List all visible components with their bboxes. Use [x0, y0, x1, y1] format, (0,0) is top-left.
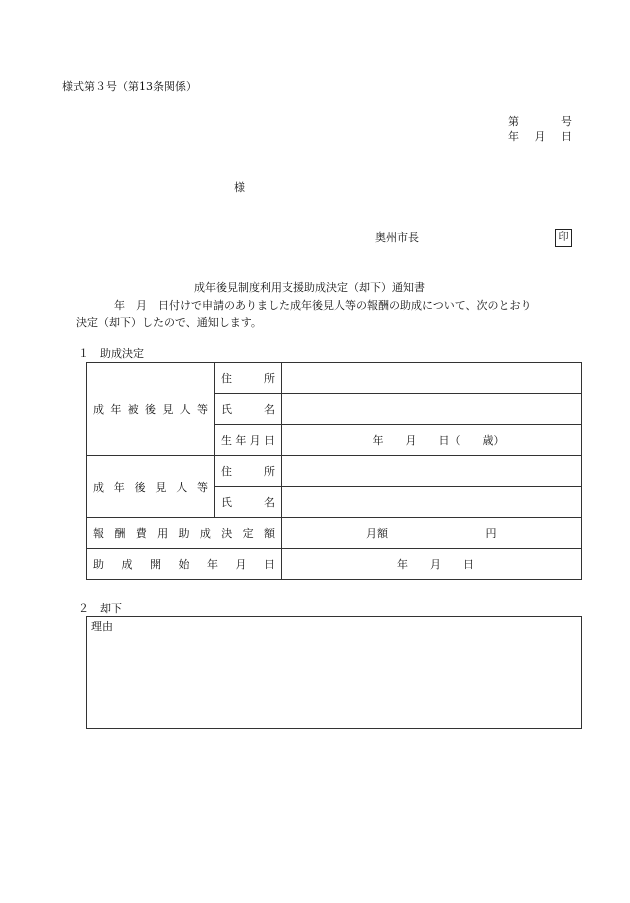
document-title: 成年後見制度利用支援助成決定（却下）通知書: [194, 281, 425, 294]
ward-birthdate-label: 生年月日: [215, 425, 282, 456]
reason-label: 理由: [91, 620, 113, 633]
ward-group-label: 成年被後見人等: [87, 363, 215, 456]
start-date-label: 助成開始年月日: [87, 549, 282, 580]
rejection-reason-box: [86, 616, 582, 729]
document-number-block: [508, 114, 572, 144]
ward-birthdate-value: 年 月 日（ 歳）: [282, 425, 582, 456]
fee-value: [282, 518, 582, 549]
guardian-group-label: 成年後見人等: [87, 456, 215, 518]
guardian-name-label: 氏 名: [215, 487, 282, 518]
table-row: [87, 456, 582, 487]
section1-heading: １ 助成決定: [78, 347, 144, 360]
issuer-title: 奥州市長: [375, 231, 419, 244]
body-line-2: 決定（却下）したので、通知します。: [76, 316, 262, 329]
section2-heading: ２ 却下: [78, 602, 122, 615]
ward-name-label: 氏 名: [215, 394, 282, 425]
date-day: 日: [561, 130, 572, 143]
date-month: 月: [534, 130, 546, 143]
number-dai: 第: [508, 115, 519, 128]
table-row: [87, 518, 582, 549]
number-gou: 号: [561, 115, 572, 128]
seal-mark: 印: [555, 229, 572, 247]
fee-prefix: 月額: [366, 527, 388, 540]
table-row: [87, 363, 582, 394]
date-year: 年: [508, 130, 519, 143]
guardian-address-value: [282, 456, 582, 487]
decision-table: [86, 362, 582, 580]
ward-name-value: [282, 394, 582, 425]
table-row: [87, 549, 582, 580]
body-line-1: 年 月 日付けで申請のありました成年後見人等の報酬の助成について、次のとおり: [114, 299, 532, 312]
addressee-sama: 様: [234, 181, 245, 194]
fee-unit: 円: [485, 527, 497, 540]
form-number: 様式第３号（第13条関係）: [62, 80, 197, 93]
guardian-name-value: [282, 487, 582, 518]
guardian-address-label: 住 所: [215, 456, 282, 487]
ward-address-value: [282, 363, 582, 394]
ward-address-label: 住 所: [215, 363, 282, 394]
body-text: [76, 297, 581, 331]
start-date-value: 年 月 日: [282, 549, 582, 580]
fee-label: 報酬費用助成決定額: [87, 518, 282, 549]
